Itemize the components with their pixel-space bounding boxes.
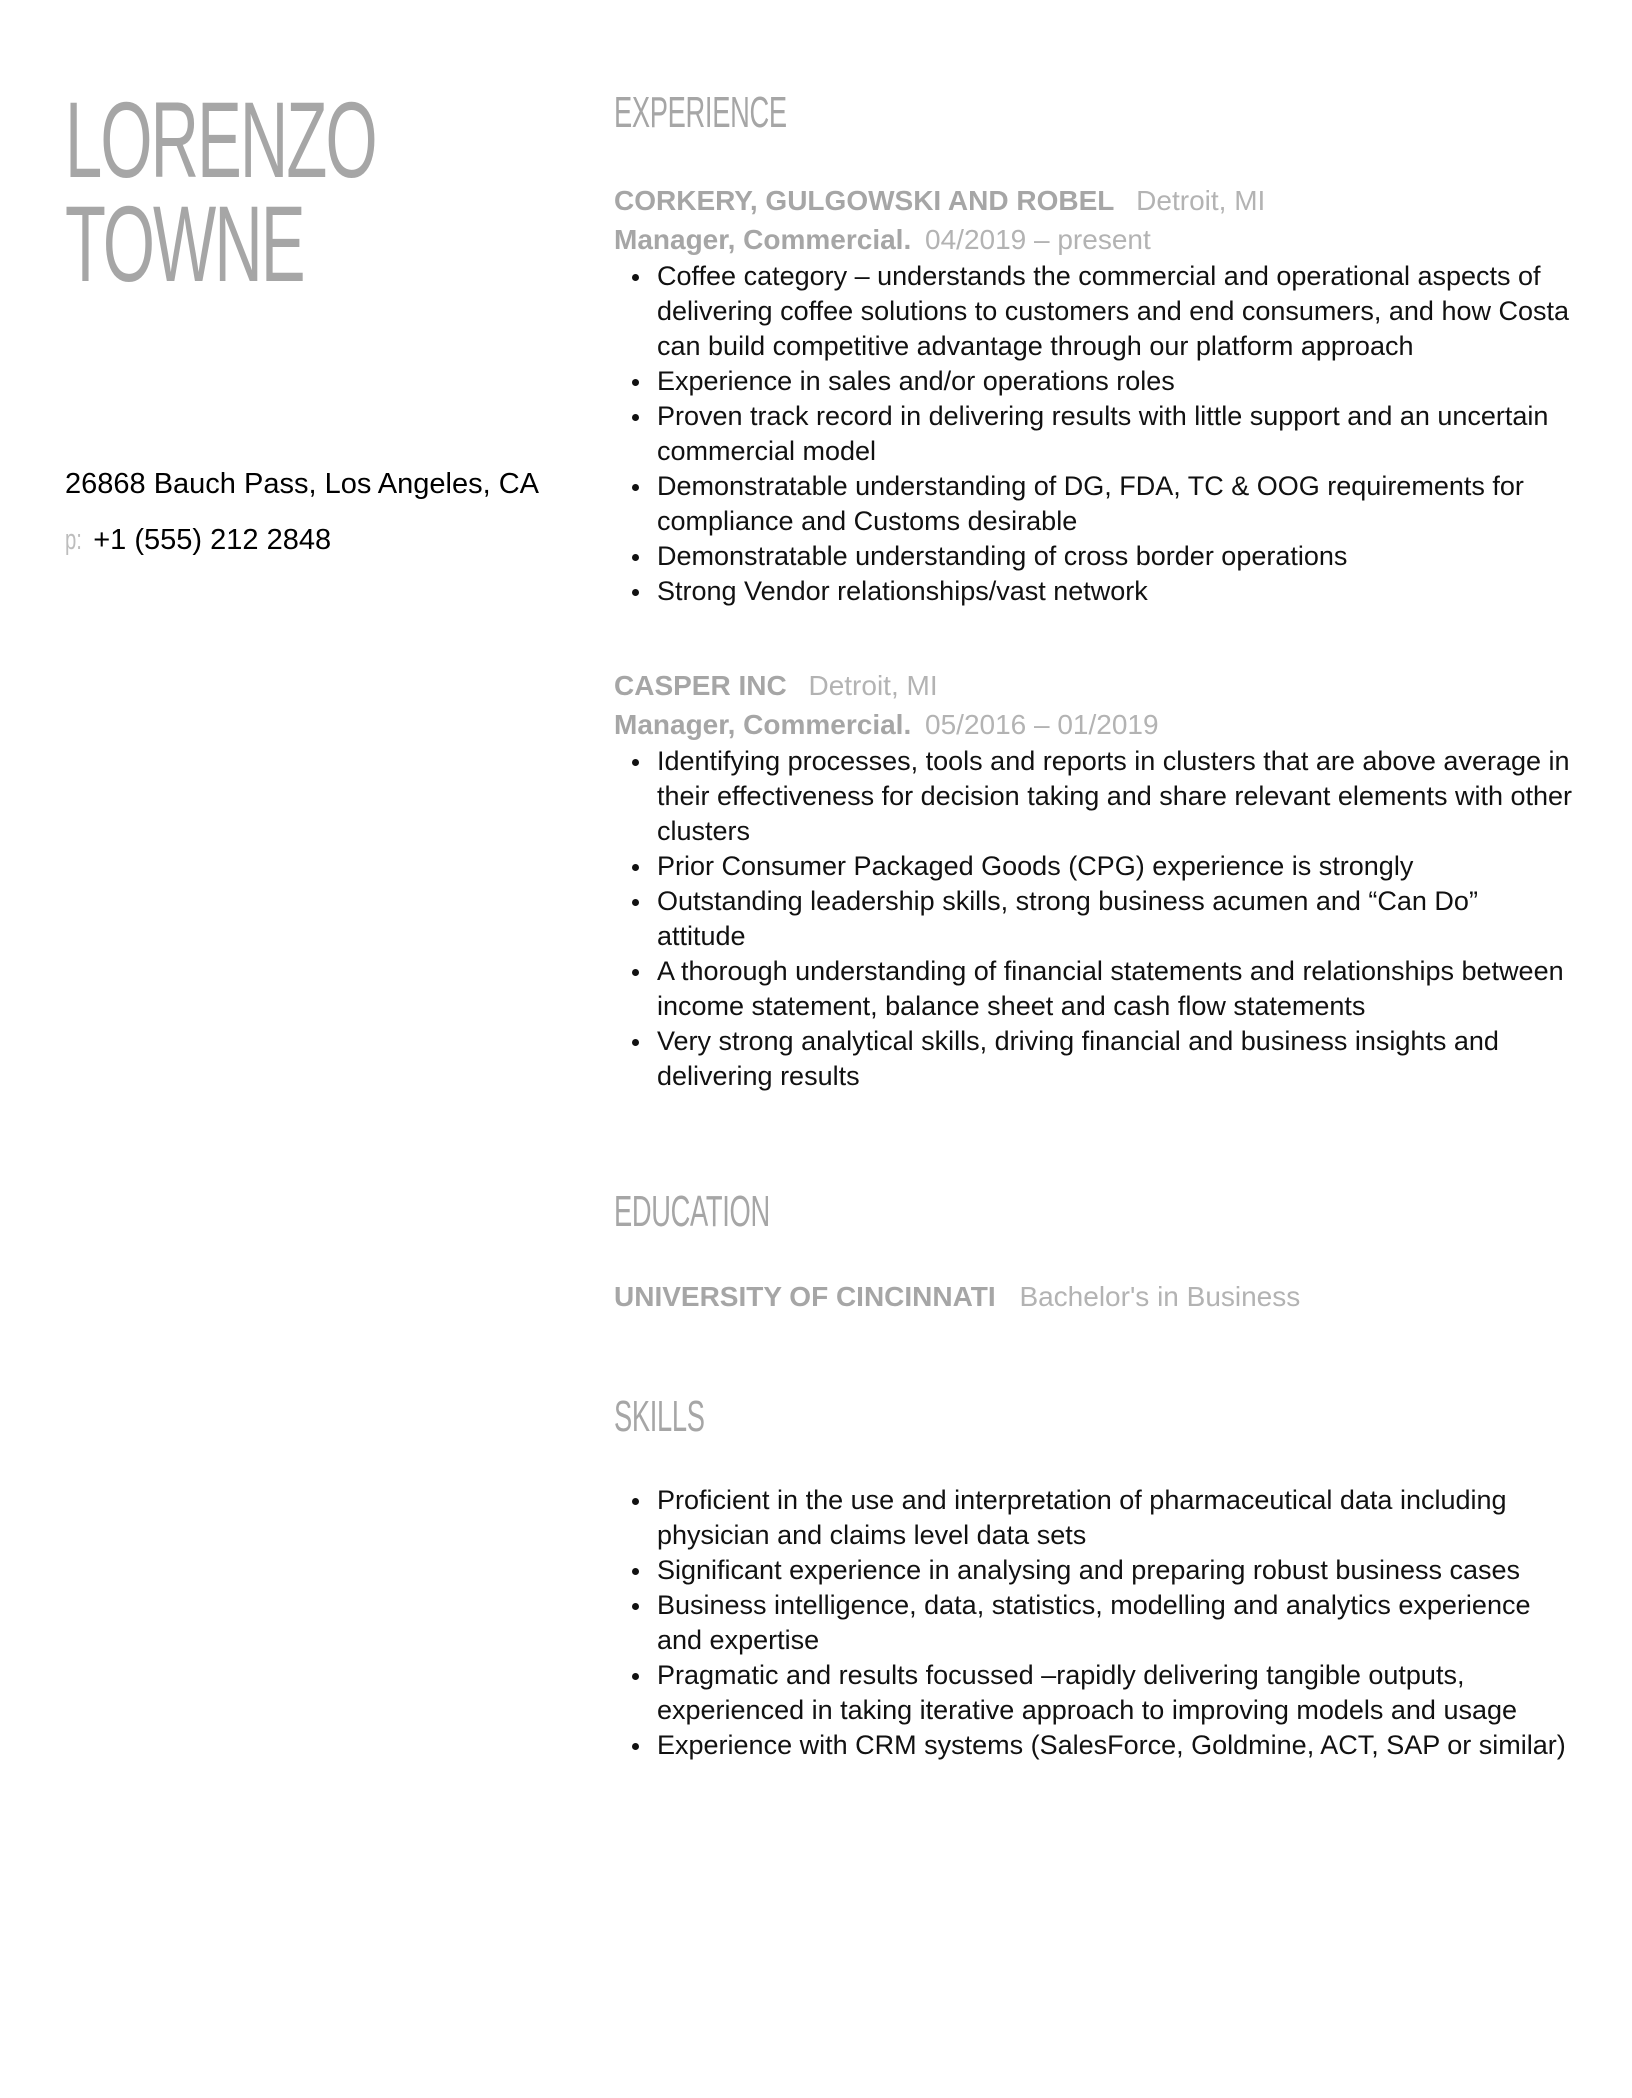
list-item: Prior Consumer Packaged Goods (CPG) experience is strongly — [657, 849, 1572, 884]
company-name: CORKERY, GULGOWSKI AND ROBEL — [614, 185, 1115, 216]
job-bullets — [614, 259, 1614, 609]
first-name: LORENZO — [65, 79, 376, 200]
company-name: CASPER INC — [614, 670, 787, 701]
last-name: TOWNE — [65, 183, 304, 304]
address: 26868 Bauch Pass, Los Angeles, CA — [65, 468, 539, 500]
list-item: Experience with CRM systems (SalesForce, Goldmine, ACT, SAP or similar) — [657, 1728, 1572, 1763]
skills-list — [614, 1483, 1614, 1763]
job-role-line — [614, 221, 1614, 259]
list-item: A thorough understanding of financial statements and relationships between income statement, balance sheet and cash flow statements — [657, 954, 1572, 1024]
list-item: Experience in sales and/or operations roles — [657, 364, 1572, 399]
phone-line — [65, 522, 331, 558]
skills-heading: SKILLS — [614, 1392, 705, 1441]
phone-label: p: — [65, 524, 82, 556]
job-location: Detroit, MI — [1136, 185, 1266, 216]
list-item: Business intelligence, data, statistics, modelling and analytics experience and expertise — [657, 1588, 1572, 1658]
job-dates: 05/2016 – 01/2019 — [925, 709, 1159, 740]
list-item: Very strong analytical skills, driving financial and business insights and delivering results — [657, 1024, 1572, 1094]
school-name: UNIVERSITY OF CINCINNATI — [614, 1281, 996, 1312]
list-item: Proficient in the use and interpretation of pharmaceutical data including physician and claims level data sets — [657, 1483, 1572, 1553]
skills-list-container — [614, 1483, 1614, 1763]
list-item: Identifying processes, tools and reports in clusters that are above average in their effectiveness for decision taking and share relevant elements with other clusters — [657, 744, 1572, 849]
list-item: Demonstratable understanding of cross border operations — [657, 539, 1572, 574]
degree: Bachelor's in Business — [1019, 1281, 1301, 1312]
job-role: Manager, Commercial. — [614, 224, 912, 255]
job-entry — [614, 666, 1614, 1094]
list-item: Strong Vendor relationships/vast network — [657, 574, 1572, 609]
job-bullets — [614, 744, 1614, 1094]
job-dates: 04/2019 – present — [925, 224, 1151, 255]
list-item: Outstanding leadership skills, strong business acumen and “Can Do” attitude — [657, 884, 1572, 954]
list-item: Proven track record in delivering results with little support and an uncertain commercial model — [657, 399, 1572, 469]
job-header — [614, 181, 1614, 221]
list-item: Pragmatic and results focussed –rapidly delivering tangible outputs, experienced in taking iterative approach to improving models and usage — [657, 1658, 1572, 1728]
list-item: Significant experience in analysing and preparing robust business cases — [657, 1553, 1572, 1588]
job-role-line — [614, 706, 1614, 744]
list-item: Coffee category – understands the commercial and operational aspects of delivering coffee solutions to customers and end consumers, and how Costa can build competitive advantage through our platform approach — [657, 259, 1572, 364]
job-header — [614, 666, 1614, 706]
candidate-name — [65, 79, 376, 304]
list-item: Demonstratable understanding of DG, FDA, TC & OOG requirements for compliance and Customs desirable — [657, 469, 1572, 539]
job-role: Manager, Commercial. — [614, 709, 912, 740]
education-heading: EDUCATION — [614, 1187, 770, 1236]
experience-heading: EXPERIENCE — [614, 88, 787, 137]
education-entry — [614, 1277, 1300, 1317]
job-entry — [614, 181, 1614, 609]
phone-number: +1 (555) 212 2848 — [93, 524, 332, 556]
job-location: Detroit, MI — [808, 670, 938, 701]
